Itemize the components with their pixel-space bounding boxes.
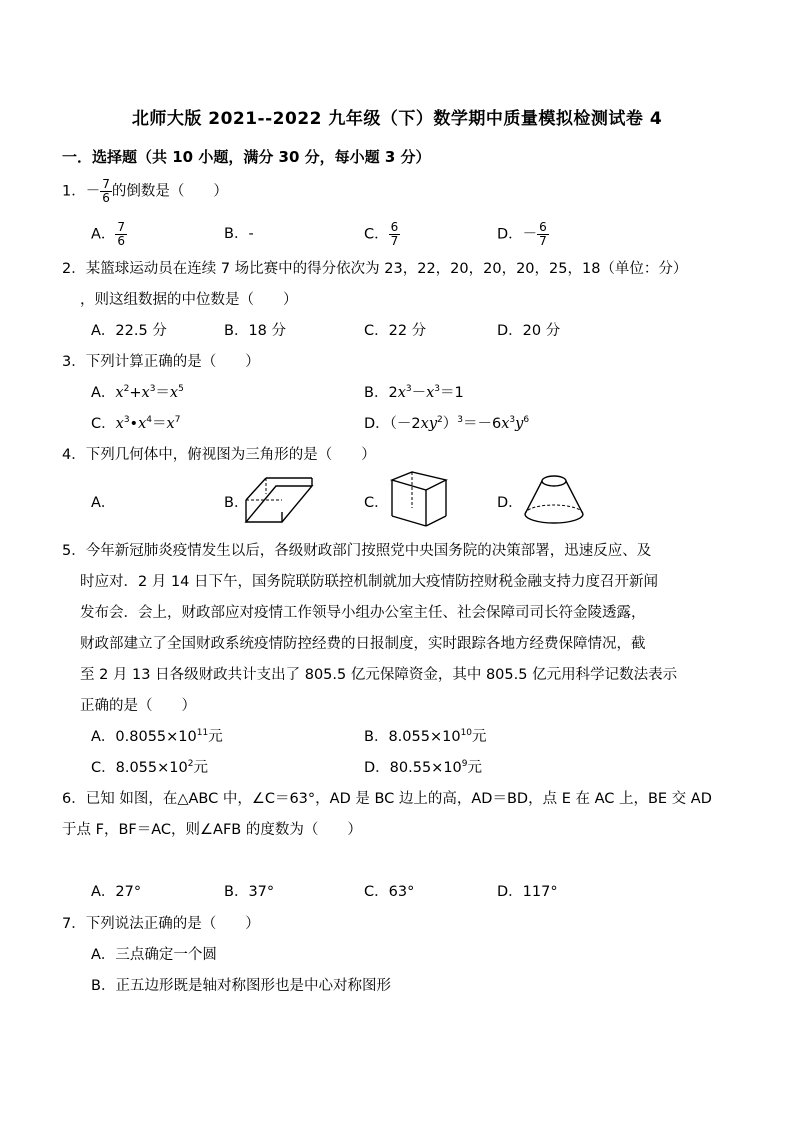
oblique-prism-figure [244,476,316,524]
question-2-stem: 2．某篮球运动员在连续 7 场比赛中的得分依次为 23，22，20，20，20，25，18（单位：分） [62,261,688,277]
q6-option-c[interactable]: C．63° [364,884,415,900]
section-heading: 一．选择题（共 10 小题，满分 30 分，每小题 3 分） [62,148,431,166]
q4-option-a[interactable]: A． [91,495,116,511]
question-3-stem: 3．下列计算正确的是（ ） [62,354,260,370]
question-5-line-6: 正确的是（ ） [80,698,196,714]
q7-option-b[interactable]: B．正五边形既是轴对称图形也是中心对称图形 [91,978,391,994]
q2-option-c[interactable]: C．22 分 [364,323,427,339]
triangular-prism-figure [390,470,448,528]
question-7-stem: 7．下列说法正确的是（ ） [62,916,260,932]
q6-option-a[interactable]: A．27° [91,884,142,900]
question-5-line-3: 发布会．会上，财政部应对疫情工作领导小组办公室主任、社会保障司司长符金陵透露， [80,605,646,621]
question-4-stem: 4．下列几何体中，俯视图为三角形的是（ ） [62,447,376,463]
q3-option-a[interactable]: A．$x^2+x^3=x^5$ [91,384,184,401]
question-6-stem: 6．已知 如图，在△ABC 中，∠C＝63°，AD 是 BC 边上的高，AD＝BD，点 E 在 AC 上，BE 交 AD [62,791,712,807]
q4-option-c[interactable]: C． [364,495,389,511]
q4-option-b[interactable]: B． [224,495,249,511]
q6-option-d[interactable]: D．117° [497,884,558,900]
question-5-line-1: 5．今年新冠肺炎疫情发生以后，各级财政部门按照党中央国务院的决策部署，迅速反应、及 [62,543,652,559]
q3-option-d[interactable]: D．$(-2xy^2)^3=-6x^3y^6$ [364,415,530,432]
q4-option-d[interactable]: D． [497,495,523,511]
q2-option-d[interactable]: D．20 分 [497,323,561,339]
q5-option-d[interactable]: D．$80.55\times 10^9$元 [364,759,483,776]
q1-option-b[interactable]: B．- [224,226,254,242]
q3-option-b[interactable]: B．$2x^3-x^3=1$ [364,384,464,401]
q2-option-a[interactable]: A．22.5 分 [91,323,167,339]
question-2-stem-cont: ，则这组数据的中位数是（ ） [80,292,298,308]
question-5-line-2: 时应对．2 月 14 日下午，国务院联防联控机制就加大疫情防控财税金融支持力度召开新闻 [80,574,658,590]
frustum-figure [522,474,586,526]
q1-option-a[interactable]: A． $\frac{7}{6}$ [91,220,126,248]
q3-option-c[interactable]: C．$x^3•x^4=x^7$ [91,415,181,432]
q5-option-c[interactable]: C．$8.055\times 10^2$元 [91,759,208,776]
q5-option-b[interactable]: B．$8.055\times 10^{10}$元 [364,728,487,745]
q5-option-a[interactable]: A．$0.8055\times 10^{11}$元 [91,728,223,745]
question-5-line-5: 至 2 月 13 日各级财政共计支出了 805.5 亿元保障资金，其中 805.5 亿元用科学记数法表示 [80,667,678,683]
q7-option-a[interactable]: A．三点确定一个圆 [91,947,217,963]
fraction: $\frac{7}{6}$ [102,177,110,205]
q2-option-b[interactable]: B．18 分 [224,323,287,339]
question-1-stem: 1．－ $\frac{7}{6}$ 的倒数是（ ） [62,177,228,205]
question-6-stem-cont: 于点 F，BF＝AC，则∠AFB 的度数为（ ） [62,822,362,838]
q1-option-d[interactable]: D．－ $\frac{6}{7}$ [497,220,547,248]
q6-option-b[interactable]: B．37° [224,884,275,900]
exam-title: 北师大版 2021--2022 九年级（下）数学期中质量模拟检测试卷 4 [131,109,663,129]
q1-option-c[interactable]: C． $\frac{6}{7}$ [364,220,399,248]
question-5-line-4: 财政部建立了全国财政系统疫情防控经费的日报制度，实时跟踪各地方经费保障情况，截 [80,636,646,652]
